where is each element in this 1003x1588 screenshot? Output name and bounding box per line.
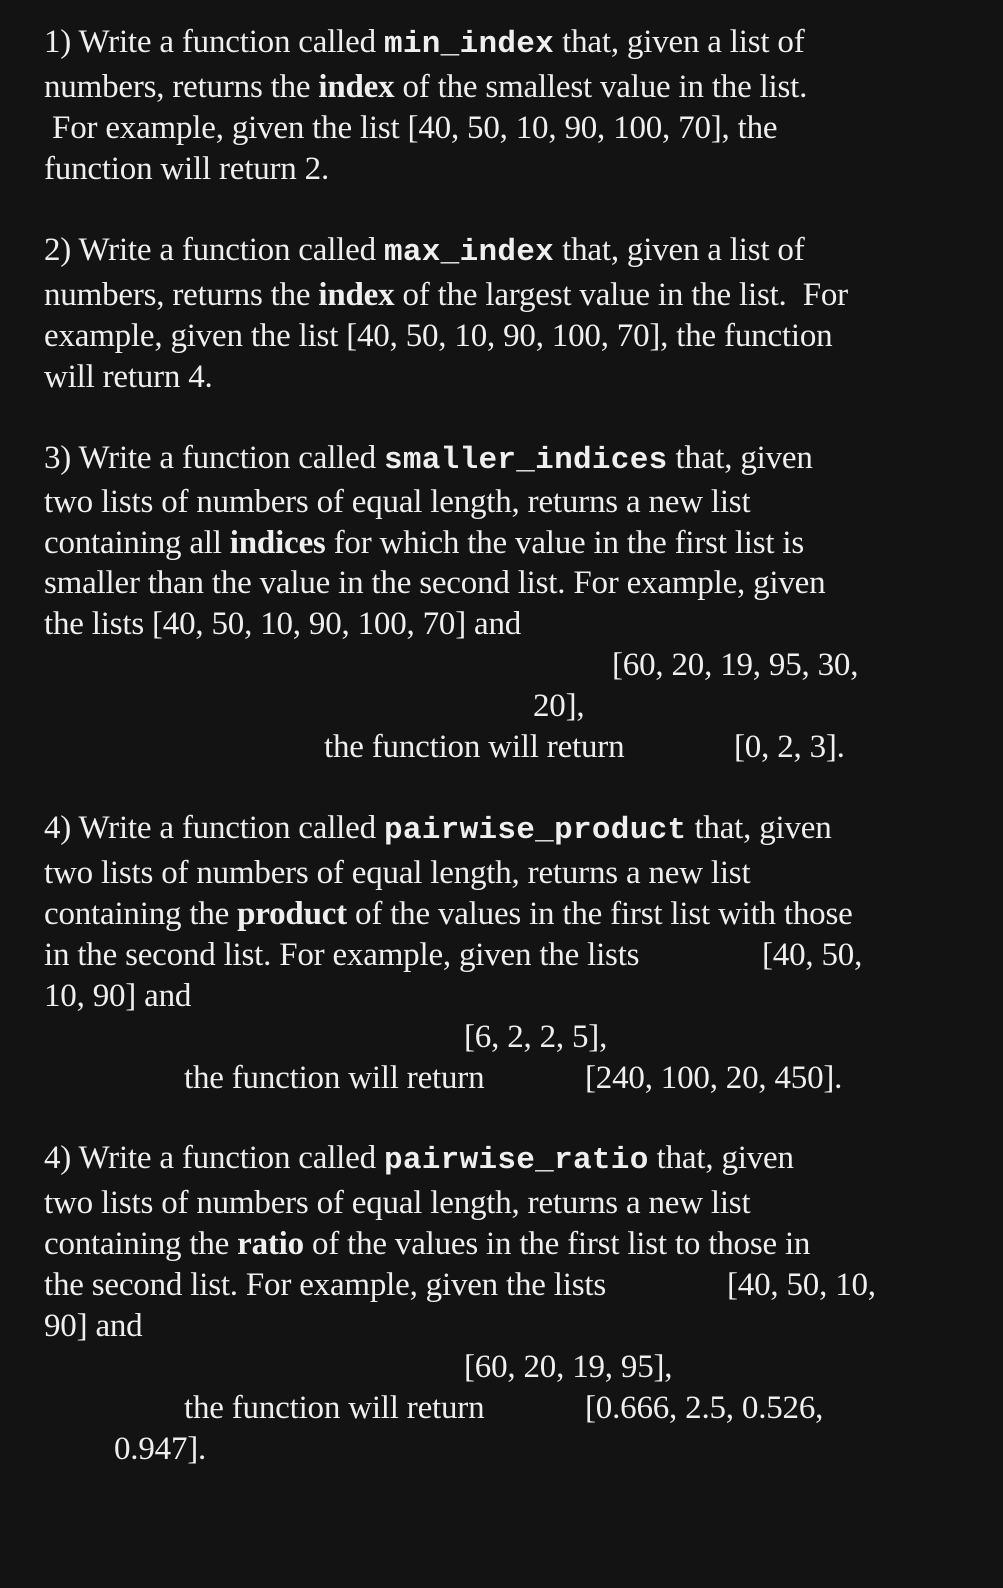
problem-1-line-4: function will return 2. [44,151,330,187]
problem-3-line-3: containing all indices for which the value in the first list is [44,525,805,561]
problem-4-line-5: 10, 90] and [44,978,192,1014]
problem-3-return-label: the function will return [324,729,625,765]
problem-5-line-5: 90] and [44,1308,143,1344]
problem-4-return-value: [240, 100, 20, 450]. [585,1060,843,1096]
problem-4-first-list: [40, 50, [762,937,863,973]
problem-5-return-value-end: 0.947]. [114,1431,207,1467]
function-name: smaller_indices [383,443,668,478]
problem-1-line-3: For example, given the list [40, 50, 10, 90, 100, 70], the [44,110,778,146]
problem-4-line-4: in the second list. For example, given the lists [44,937,640,973]
problem-5-return-label: the function will return [184,1390,485,1426]
problem-5-line-3: containing the ratio of the values in the first list to those in [44,1226,811,1262]
function-name: pairwise_product [383,813,687,848]
problem-2-line-4: will return 4. [44,359,213,395]
problem-3-line-1: 3) Write a function called smaller_indices that, given [44,440,813,478]
problem-2-line-1: 2) Write a function called max_index that, given a list of [44,232,805,270]
problem-3-line-4: smaller than the value in the second list. For example, given [44,565,826,601]
problem-3-line-2: two lists of numbers of equal length, returns a new list [44,484,751,520]
problem-5-line-1: 4) Write a function called pairwise_ratio that, given [44,1140,794,1178]
problem-4-return-label: the function will return [184,1060,485,1096]
problem-4-second-list: [6, 2, 2, 5], [464,1019,608,1055]
problem-4-line-2: two lists of numbers of equal length, returns a new list [44,855,751,891]
problem-2-line-2: numbers, returns the index of the largest value in the list. For [44,277,848,313]
problem-5-return-value: [0.666, 2.5, 0.526, [585,1390,824,1426]
problem-3-example-list: [60, 20, 19, 95, 30, [612,647,859,683]
problem-5-line-4: the second list. For example, given the lists [44,1267,606,1303]
problem-2-line-3: example, given the list [40, 50, 10, 90, 100, 70], the function [44,318,833,354]
problem-4-line-3: containing the product of the values in the first list with those [44,896,853,932]
problem-5-line-2: two lists of numbers of equal length, returns a new list [44,1185,751,1221]
problem-3-return-value: [0, 2, 3]. [734,729,845,765]
problem-3-example-list-end: 20], [533,688,585,724]
problem-5-second-list: [60, 20, 19, 95], [464,1349,673,1385]
function-name: pairwise_ratio [383,1143,649,1178]
problem-3-line-5: the lists [40, 50, 10, 90, 100, 70] and [44,606,522,642]
function-name: min_index [383,27,555,62]
function-name: max_index [383,235,555,270]
problem-1-line-1: 1) Write a function called min_index that, given a list of [44,24,805,62]
problem-1-line-2: numbers, returns the index of the smallest value in the list. [44,69,808,105]
problem-5-first-list: [40, 50, 10, [727,1267,876,1303]
problem-4-line-1: 4) Write a function called pairwise_product that, given [44,810,832,848]
